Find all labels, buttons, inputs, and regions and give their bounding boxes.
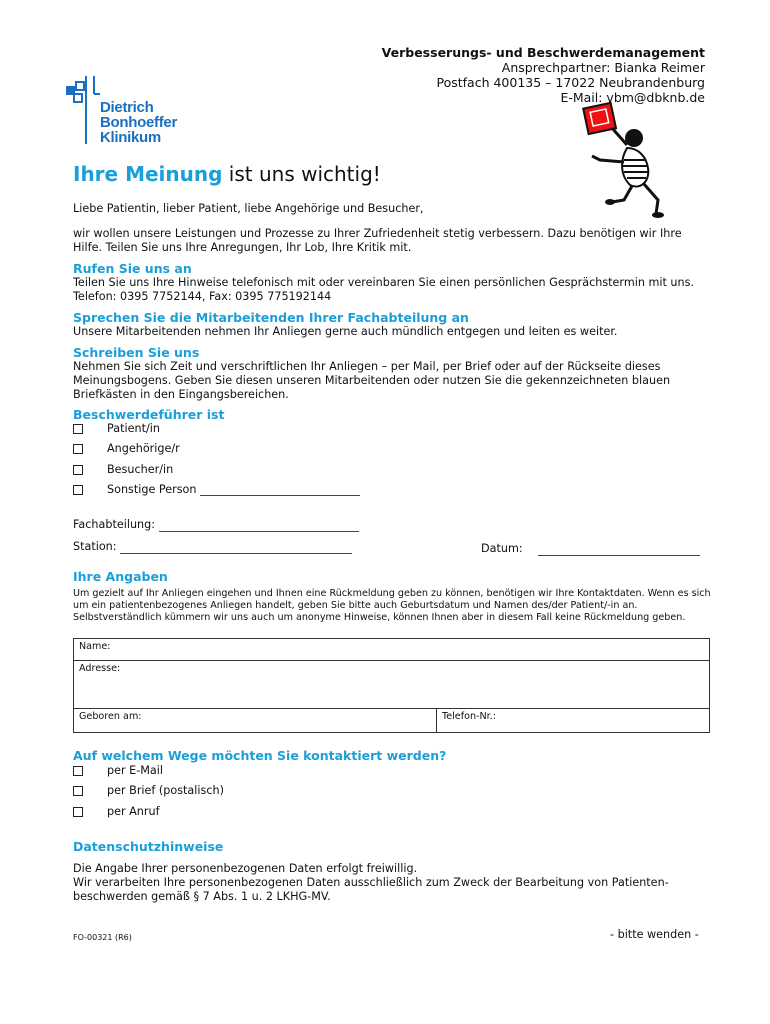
department-field[interactable] xyxy=(159,520,359,532)
address-field[interactable] xyxy=(74,661,710,709)
checkbox-letter[interactable] xyxy=(73,784,224,797)
station-field[interactable] xyxy=(120,542,352,554)
checkbox-box[interactable] xyxy=(73,465,83,475)
section-heading-contact: Auf welchem Wege möchten Sie kontaktiert werden? xyxy=(73,748,447,763)
phone-field[interactable] xyxy=(437,709,710,733)
page-title xyxy=(73,162,381,186)
name-field[interactable] xyxy=(74,639,710,661)
header-email: E-Mail: vbm@dbknb.de xyxy=(560,90,705,105)
checkbox-box[interactable] xyxy=(73,424,83,434)
checkbox-box[interactable] xyxy=(73,485,83,495)
checkbox-box[interactable] xyxy=(73,766,83,776)
checkbox-box[interactable] xyxy=(73,444,83,454)
checkbox-relative[interactable] xyxy=(73,442,180,455)
station-label: Station: xyxy=(73,540,117,553)
birthdate-label: Geboren am: xyxy=(79,711,142,722)
section-heading-privacy: Datenschutzhinweise xyxy=(73,839,224,854)
phone-label: Telefon-Nr.: xyxy=(442,711,497,722)
privacy-line-1: Die Angabe Ihrer personenbezogenen Daten erfolgt freiwillig. xyxy=(73,862,418,875)
contact-header xyxy=(382,45,705,105)
turn-page-note: - bitte wenden - xyxy=(610,928,699,941)
section-heading-write: Schreiben Sie uns xyxy=(73,345,200,360)
call-text: Teilen Sie uns Ihre Hinweise telefonisch mit oder vereinbaren Sie einen persönlichen Gesprächstermin mit uns. Telefon: 0395 7752144, Fax: 0395 775192144 xyxy=(73,276,695,303)
section-heading-details: Ihre Angaben xyxy=(73,569,168,584)
checkbox-label: per Brief (postalisch) xyxy=(107,784,224,797)
logo-line-3: Klinikum xyxy=(100,129,161,146)
address-label: Adresse: xyxy=(79,663,121,674)
checkbox-label: per Anruf xyxy=(107,805,160,818)
title-rest: ist uns wichtig! xyxy=(222,162,381,186)
speak-text: Unsere Mitarbeitenden nehmen Ihr Anliegen gerne auch mündlich entgegen und leiten es weiter. xyxy=(73,325,618,338)
checkbox-visitor[interactable] xyxy=(73,463,173,476)
checkbox-label: Besucher/in xyxy=(107,463,174,476)
write-text: Nehmen Sie sich Zeit und verschriftlichen Ihr Anliegen – per Mail, per Brief oder auf der Rückseite dieses Meinungsbogens. Geben Sie diesen unseren Mitarbeitenden oder nutzen Sie die gekennzeichneten blauen Briefkästen in den Eingangsbereichen. xyxy=(73,360,671,401)
section-heading-speak: Sprechen Sie die Mitarbeitenden Ihrer Fachabteilung an xyxy=(73,310,469,325)
checkbox-label: Patient/in xyxy=(107,422,160,435)
checkbox-label: Angehörige/r xyxy=(107,442,180,455)
section-heading-call: Rufen Sie uns an xyxy=(73,261,192,276)
checkbox-label: per E-Mail xyxy=(107,764,163,777)
logo-line-2: Bonhoeffer xyxy=(100,114,177,131)
checkbox-box[interactable] xyxy=(73,807,83,817)
title-strong: Ihre Meinung xyxy=(73,162,223,186)
birthdate-field[interactable] xyxy=(74,709,437,733)
header-title: Verbesserungs- und Beschwerdemanagement xyxy=(381,45,705,60)
form-code: FO-00321 (R6) xyxy=(73,933,132,942)
name-label: Name: xyxy=(79,641,111,652)
logo-line-1: Dietrich xyxy=(100,99,154,116)
date-label: Datum: xyxy=(481,542,523,555)
checkbox-other[interactable] xyxy=(73,483,360,496)
checkbox-email[interactable] xyxy=(73,764,163,777)
checkbox-box[interactable] xyxy=(73,786,83,796)
date-field[interactable] xyxy=(538,544,700,556)
privacy-line-2: Wir verarbeiten Ihre personenbezogenen Daten ausschließlich zum Zweck der Bearbeitung von Patienten-beschwerden gemäß § 7 Abs. 1 u. 2 LKHG-MV. xyxy=(73,876,669,903)
date-row xyxy=(481,542,700,556)
department-label: Fachabteilung: xyxy=(73,518,155,531)
intro-text: wir wollen unsere Leistungen und Prozesse zu Ihrer Zufriedenheit stetig verbessern. Dazu benötigen wir Ihre Hilfe. Teilen Sie uns Ihre Anregungen, Ihr Lob, Ihre Kritik mit. xyxy=(73,227,682,254)
intro-greeting: Liebe Patientin, lieber Patient, liebe Angehörige und Besucher, xyxy=(73,202,424,215)
station-row xyxy=(73,540,352,554)
contact-data-table xyxy=(73,638,710,733)
header-address: Postfach 400135 – 17022 Neubrandenburg xyxy=(436,75,705,90)
checkbox-patient[interactable] xyxy=(73,422,160,435)
details-text: Um gezielt auf Ihr Anliegen eingehen und Ihnen eine Rückmeldung geben zu können, benötigen wir Ihre Kontaktdaten. Wenn es sich um ein patientenbezogenes Anliegen handelt, geben Sie bitte auch Geburtsdatum und Namen des/der Patient/-in an. Selbstverständlich kümmern wir uns auch um anonyme Hinweise, können Ihnen aber in diesem Fall keine Rückmeldung geben. xyxy=(73,588,711,623)
department-row xyxy=(73,518,359,532)
section-heading-complainant: Beschwerdeführer ist xyxy=(73,407,225,422)
checkbox-label: Sonstige Person xyxy=(107,483,197,496)
checkbox-call[interactable] xyxy=(73,805,160,818)
header-contact-person: Ansprechpartner: Bianka Reimer xyxy=(501,60,705,75)
clinic-logo-text xyxy=(100,100,177,145)
other-person-field[interactable] xyxy=(200,484,360,496)
